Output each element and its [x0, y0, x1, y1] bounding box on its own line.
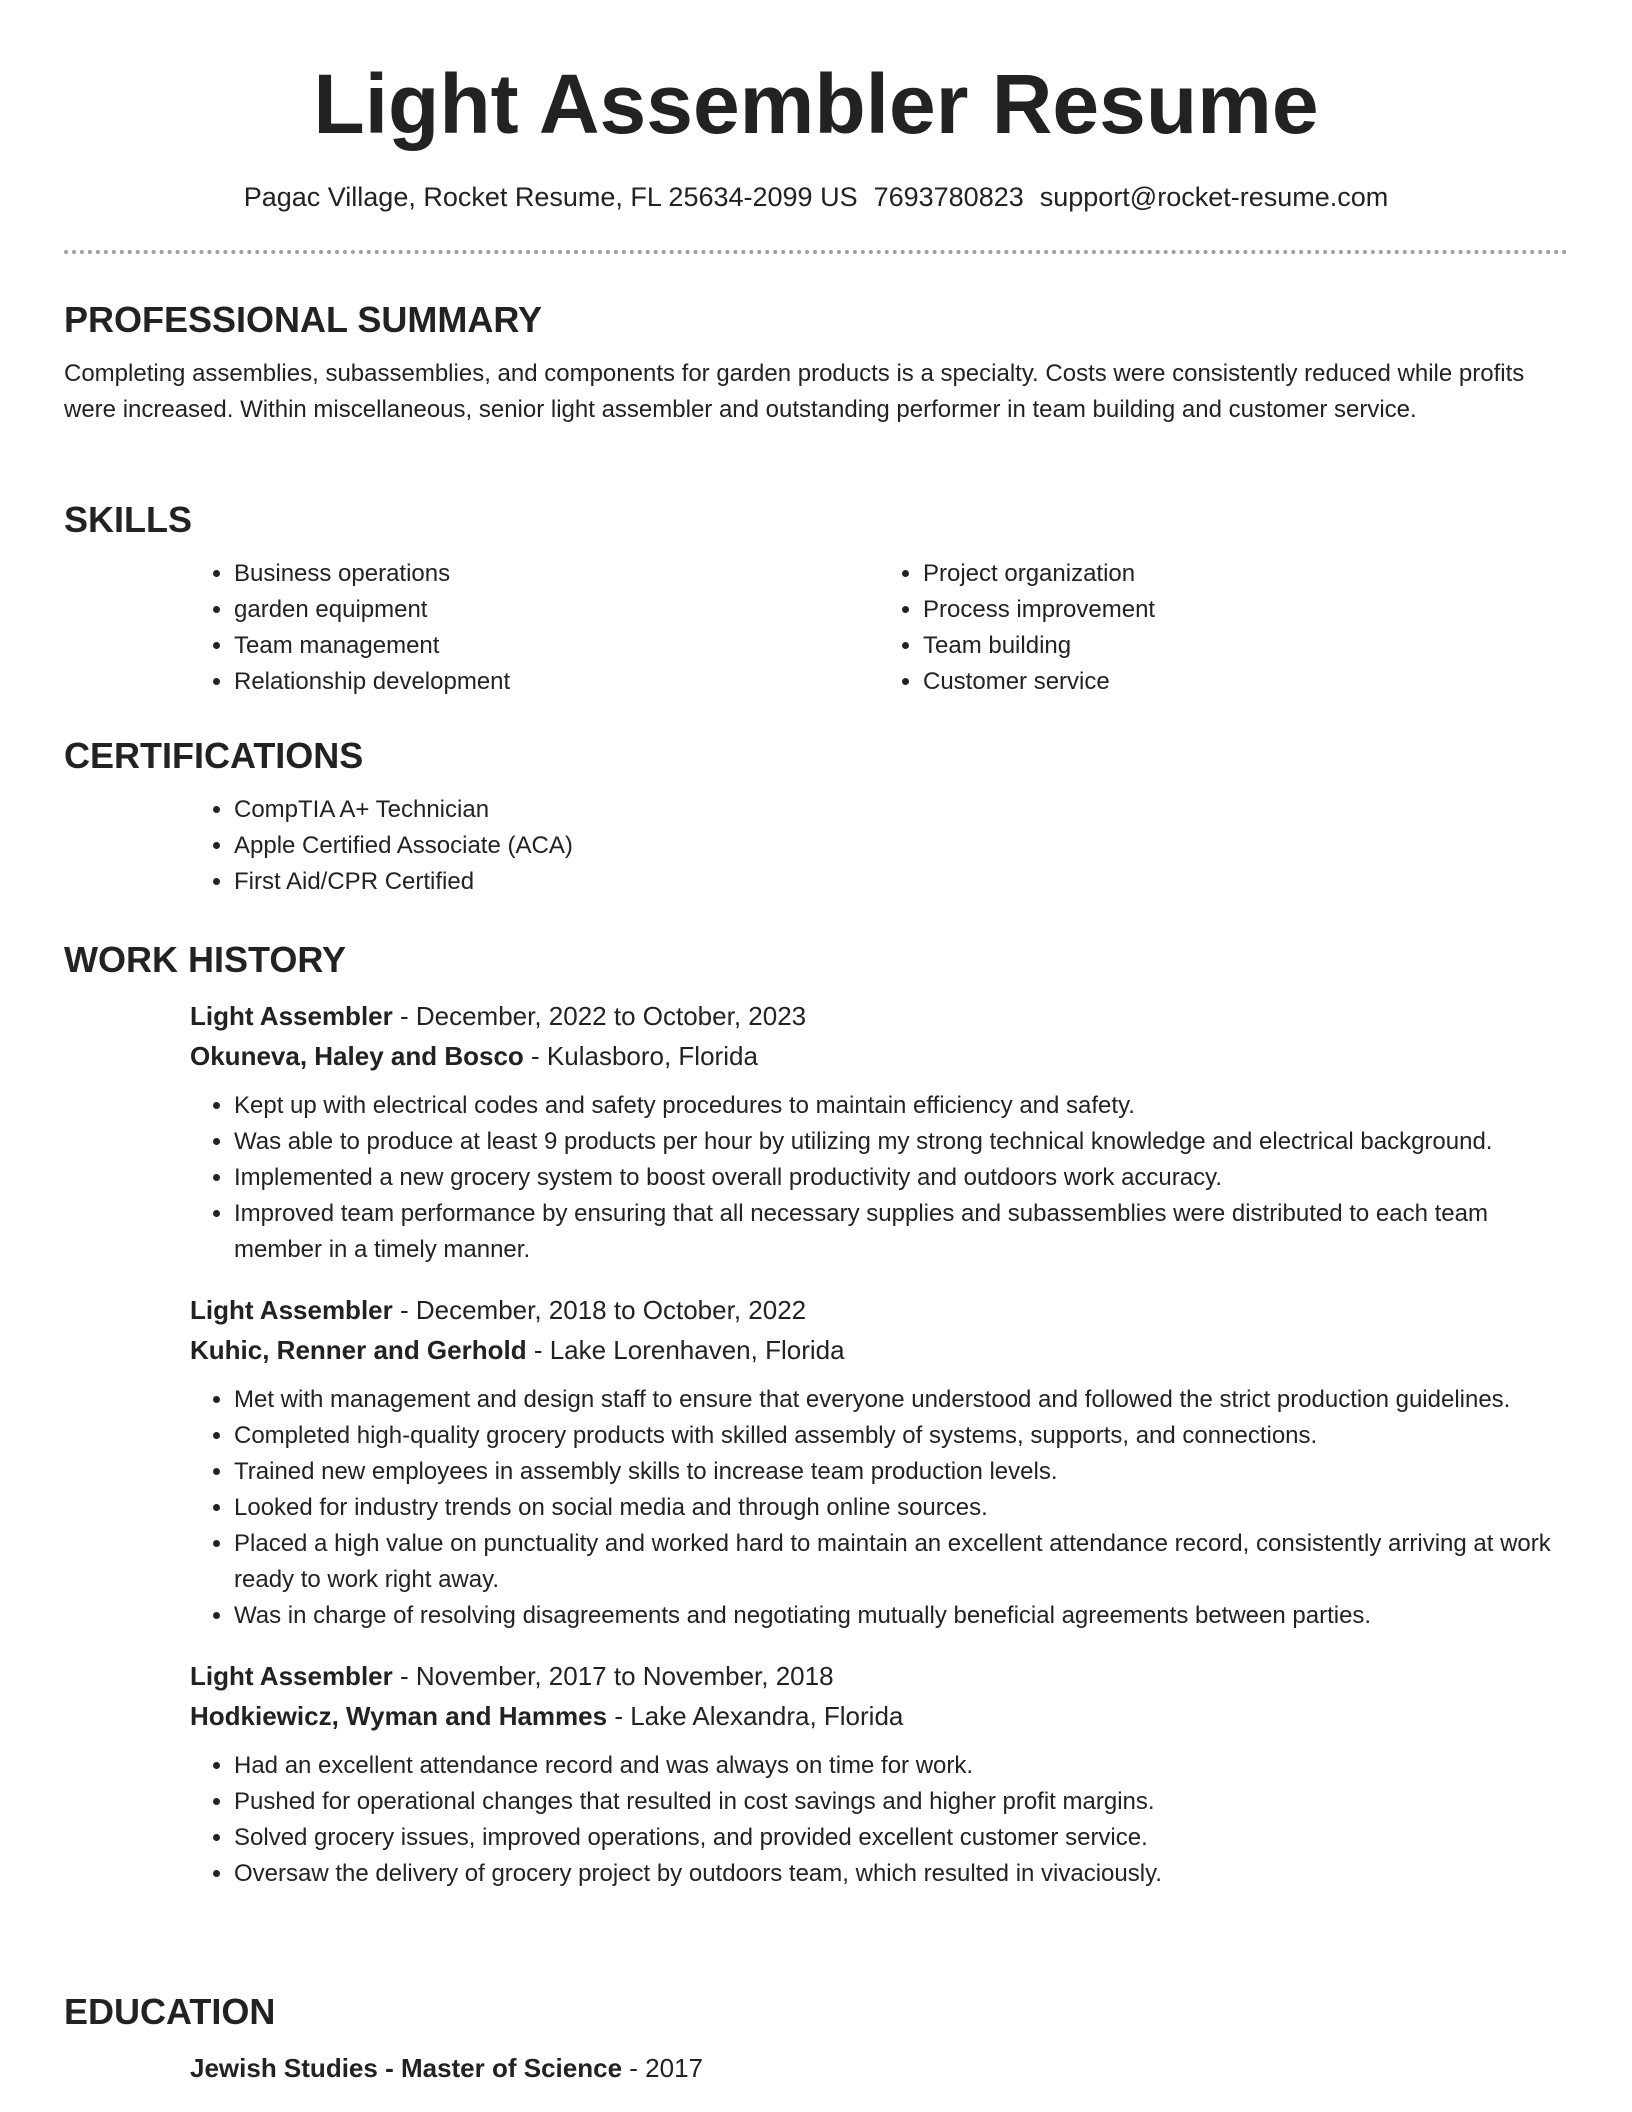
job-company: Kuhic, Renner and Gerhold [190, 1335, 527, 1365]
header-divider [64, 250, 1568, 254]
job-bullet: • Improved team performance by ensuring that all necessary supplies and subassemblies were distributed to each team member in a timely manner. [234, 1196, 1568, 1268]
skills-heading: SKILLS [64, 499, 193, 540]
work-history-heading: WORK HISTORY [64, 939, 347, 980]
education-degree: Jewish Studies - Master of Science [190, 2053, 623, 2083]
certification-item: • Apple Certified Associate (ACA) [234, 828, 1568, 864]
job-bullet: • Oversaw the delivery of grocery project by outdoors team, which resulted in vivaciously. [234, 1856, 1568, 1892]
job-title-line [190, 1656, 1568, 1696]
job-bullets [190, 1382, 1568, 1634]
job-bullets [190, 1088, 1568, 1268]
job-bullet: • Solved grocery issues, improved operations, and provided excellent customer service. [234, 1820, 1568, 1856]
education-heading: EDUCATION [64, 1991, 276, 2032]
skill-item: • Relationship development [234, 664, 879, 700]
summary-heading: PROFESSIONAL SUMMARY [64, 299, 543, 340]
job-company-line [190, 1696, 1568, 1736]
job-bullet: • Kept up with electrical codes and safety procedures to maintain efficiency and safety. [234, 1088, 1568, 1124]
skills-left-list [190, 556, 879, 700]
job-bullet: • Pushed for operational changes that resulted in cost savings and higher profit margins. [234, 1784, 1568, 1820]
job-entry [190, 1290, 1568, 1634]
job-company-line [190, 1330, 1568, 1370]
job-bullet: • Was in charge of resolving disagreements and negotiating mutually beneficial agreements between parties. [234, 1598, 1568, 1634]
resume-title: Light Assembler Resume [313, 57, 1319, 151]
education-year: - 2017 [622, 2053, 703, 2083]
skill-item: • Team building [923, 628, 1568, 664]
job-location: - Lake Lorenhaven, Florida [526, 1335, 845, 1365]
skills-section [64, 498, 1568, 700]
job-bullet: • Trained new employees in assembly skills to increase team production levels. [234, 1454, 1568, 1490]
contact-address: Pagac Village, Rocket Resume, FL 25634-2099 US [243, 182, 858, 212]
job-title: Light Assembler [190, 1661, 393, 1691]
summary-section [64, 298, 1568, 428]
job-bullets [190, 1748, 1568, 1892]
contact-email: support@rocket-resume.com [1039, 182, 1389, 212]
certifications-list [190, 792, 1568, 900]
education-entry [190, 2048, 1568, 2088]
job-bullet: • Completed high-quality grocery products with skilled assembly of systems, supports, and connections. [234, 1418, 1568, 1454]
skill-item: • Project organization [923, 556, 1568, 592]
certifications-heading: CERTIFICATIONS [64, 735, 364, 776]
job-bullet: • Placed a high value on punctuality and worked hard to maintain an excellent attendance record, consistently arriving at work ready to work right away. [234, 1526, 1568, 1598]
job-dates: - December, 2022 to October, 2023 [392, 1001, 807, 1031]
skills-right-list [879, 556, 1568, 700]
job-entry [190, 996, 1568, 1268]
job-location: - Lake Alexandra, Florida [607, 1701, 904, 1731]
job-title-line [190, 1290, 1568, 1330]
job-bullet: • Was able to produce at least 9 products per hour by utilizing my strong technical knowledge and electrical background. [234, 1124, 1568, 1160]
skill-item: • Business operations [234, 556, 879, 592]
job-dates: - December, 2018 to October, 2022 [392, 1295, 807, 1325]
certification-item: • First Aid/CPR Certified [234, 864, 1568, 900]
summary-text: Completing assemblies, subassemblies, and components for garden products is a specialty. Costs were consistently reduced while profits were increased. Within miscellaneous, senior light assembler and outstanding performer in team building and customer service. [64, 360, 1525, 423]
job-entry [190, 1656, 1568, 1892]
job-company-line [190, 1036, 1568, 1076]
job-title: Light Assembler [190, 1295, 393, 1325]
job-bullet: • Had an excellent attendance record and was always on time for work. [234, 1748, 1568, 1784]
job-location: - Kulasboro, Florida [523, 1041, 758, 1071]
job-bullet: • Met with management and design staff to ensure that everyone understood and followed the strict production guidelines. [234, 1382, 1568, 1418]
contact-phone: 7693780823 [873, 182, 1024, 212]
education-section [64, 1990, 1568, 2088]
skill-item: • Team management [234, 628, 879, 664]
certification-item: • CompTIA A+ Technician [234, 792, 1568, 828]
job-company: Okuneva, Haley and Bosco [190, 1041, 524, 1071]
skill-item: • Process improvement [923, 592, 1568, 628]
job-bullet: • Looked for industry trends on social media and through online sources. [234, 1490, 1568, 1526]
job-bullet: • Implemented a new grocery system to boost overall productivity and outdoors work accuracy. [234, 1160, 1568, 1196]
job-dates: - November, 2017 to November, 2018 [392, 1661, 834, 1691]
skill-item: • Customer service [923, 664, 1568, 700]
skills-grid [190, 556, 1568, 700]
certifications-section [64, 734, 1568, 900]
contact-line [0, 180, 1632, 214]
job-title-line [190, 996, 1568, 1036]
work-history-section [64, 938, 1568, 1892]
job-title: Light Assembler [190, 1001, 393, 1031]
skill-item: • garden equipment [234, 592, 879, 628]
job-company: Hodkiewicz, Wyman and Hammes [190, 1701, 608, 1731]
